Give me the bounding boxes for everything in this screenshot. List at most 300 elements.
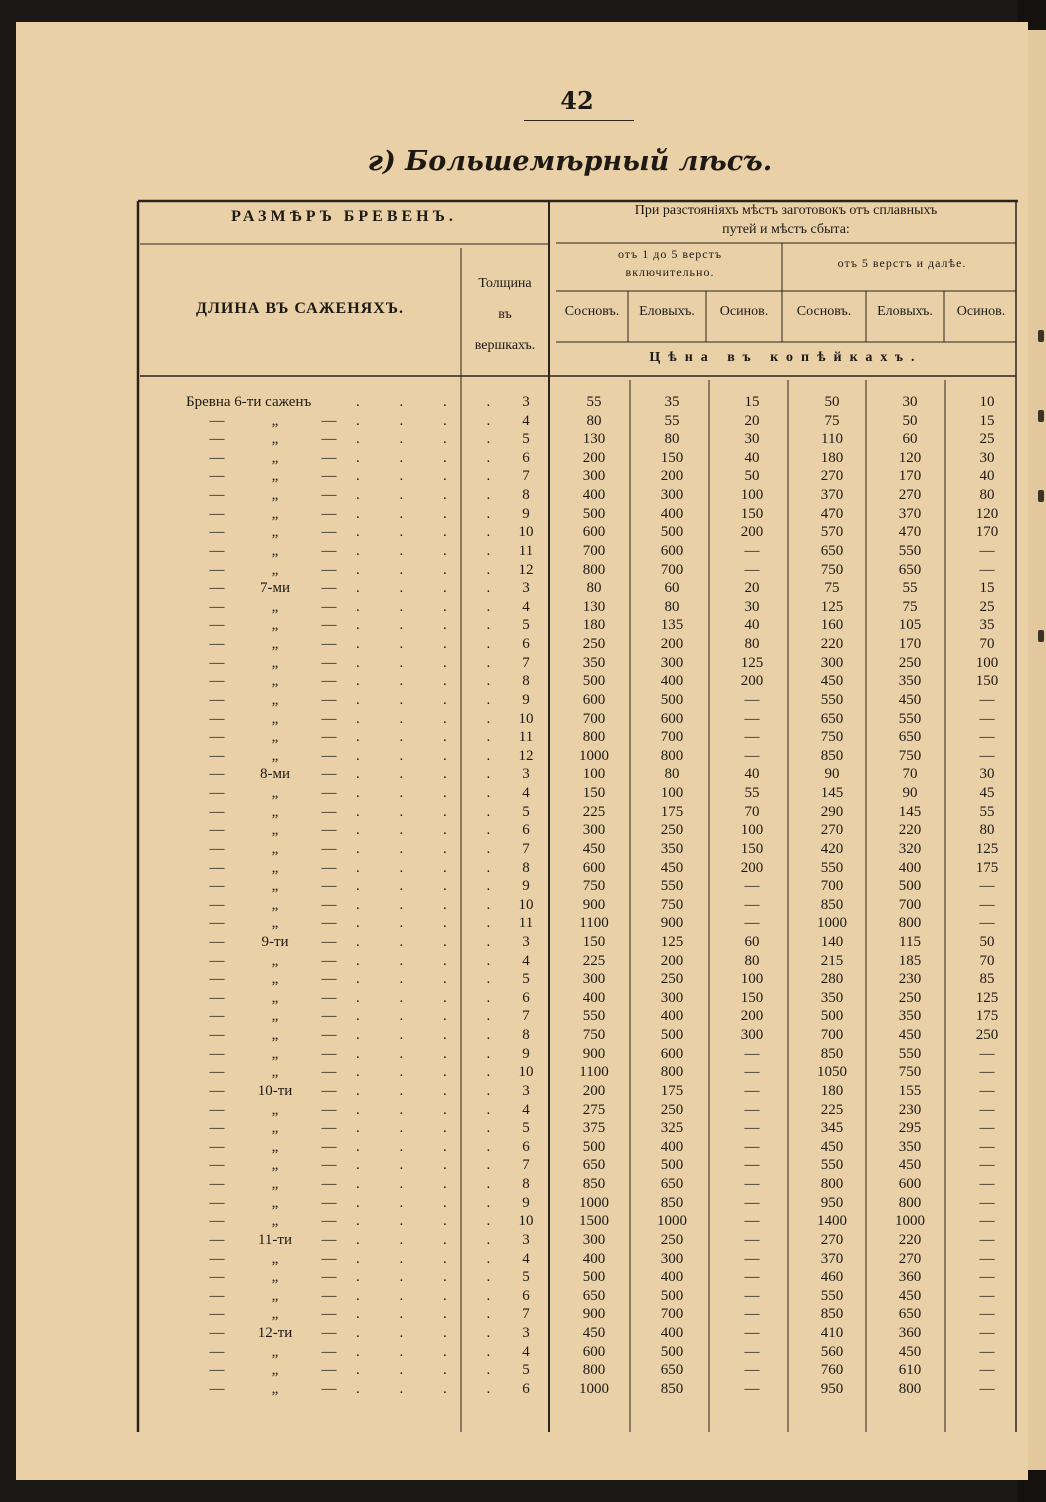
row-length-label: „ <box>271 1194 279 1211</box>
row-price: 400 <box>582 487 606 504</box>
row-price: 700 <box>582 542 606 559</box>
row-price: 300 <box>740 1027 764 1044</box>
table-row <box>0 970 1046 989</box>
row-price: 900 <box>660 915 684 932</box>
row-dash: — <box>209 971 225 988</box>
table-row <box>0 486 1046 505</box>
row-price: 145 <box>898 803 922 820</box>
row-price: 1500 <box>579 1213 609 1230</box>
row-thickness: 5 <box>522 1120 530 1137</box>
row-price: 90 <box>902 785 918 802</box>
row-price: 55 <box>902 580 918 597</box>
row-thickness: 5 <box>522 1269 530 1286</box>
row-dash: — <box>209 691 225 708</box>
header-distance-line: путей и мѣстъ сбыта: <box>722 222 850 237</box>
row-dash: — <box>321 915 337 932</box>
row-price: 760 <box>820 1362 844 1379</box>
row-thickness: 12 <box>518 561 534 578</box>
row-price: 150 <box>740 989 764 1006</box>
row-length-label: „ <box>271 1045 279 1062</box>
row-length-label: „ <box>271 431 279 448</box>
table-row <box>0 1119 1046 1138</box>
row-price: — <box>744 878 760 895</box>
row-price: — <box>979 561 995 578</box>
row-price: 500 <box>582 1269 606 1286</box>
row-dash: — <box>321 1362 337 1379</box>
row-price: — <box>979 1306 995 1323</box>
row-dash: — <box>321 598 337 615</box>
row-price: — <box>979 1380 995 1397</box>
row-price: — <box>979 1194 995 1211</box>
row-price: 750 <box>660 896 684 913</box>
table-row <box>0 952 1046 971</box>
row-price: 460 <box>820 1269 844 1286</box>
row-dash: — <box>321 1064 337 1081</box>
row-thickness: 10 <box>518 1213 534 1230</box>
row-price: — <box>744 1138 760 1155</box>
row-thickness: 6 <box>522 449 530 466</box>
row-thickness: 6 <box>522 822 530 839</box>
row-price: 1000 <box>895 1213 925 1230</box>
row-leader-dots: . . . . <box>356 636 509 653</box>
header-thickness <box>460 268 550 361</box>
row-price: — <box>744 691 760 708</box>
table-row <box>0 635 1046 654</box>
row-price: 500 <box>582 1138 606 1155</box>
row-dash: — <box>209 915 225 932</box>
row-dash: — <box>321 1194 337 1211</box>
row-dash: — <box>209 859 225 876</box>
row-thickness: 8 <box>522 673 530 690</box>
row-dash: — <box>321 933 337 950</box>
row-price: 800 <box>660 1064 684 1081</box>
row-price: 950 <box>820 1194 844 1211</box>
row-price: 700 <box>660 729 684 746</box>
row-price: 500 <box>582 505 606 522</box>
row-thickness: 8 <box>522 859 530 876</box>
table-row <box>0 728 1046 747</box>
row-price: — <box>979 1176 995 1193</box>
row-price: 20 <box>744 580 760 597</box>
row-length-label: „ <box>271 598 279 615</box>
row-price: — <box>744 1306 760 1323</box>
row-price: 400 <box>660 505 684 522</box>
row-price: 230 <box>898 1101 922 1118</box>
row-dash: — <box>209 1101 225 1118</box>
row-dash: — <box>321 691 337 708</box>
row-price: 15 <box>979 412 995 429</box>
row-thickness: 9 <box>522 1045 530 1062</box>
row-thickness: 6 <box>522 1287 530 1304</box>
header-distance-line: При разстояніяхъ мѣстъ заготовокъ отъ сплавныхъ <box>634 203 938 218</box>
row-thickness: 11 <box>518 729 534 746</box>
row-price: — <box>979 896 995 913</box>
row-price: 140 <box>820 933 844 950</box>
row-thickness: 3 <box>522 1231 530 1248</box>
row-price: 600 <box>660 710 684 727</box>
row-dash: — <box>321 542 337 559</box>
row-price: — <box>979 1157 995 1174</box>
row-price: 800 <box>582 729 606 746</box>
row-length-label: 8-ми <box>259 766 290 783</box>
row-dash: — <box>209 1176 225 1193</box>
row-leader-dots: . . . . <box>356 896 509 913</box>
row-thickness: 9 <box>522 691 530 708</box>
row-length-label: „ <box>271 710 279 727</box>
row-thickness: 4 <box>522 1101 530 1118</box>
row-price: 300 <box>820 654 844 671</box>
row-price: 350 <box>898 1138 922 1155</box>
row-dash: — <box>321 580 337 597</box>
row-length-label: „ <box>271 747 279 764</box>
row-price: — <box>744 1213 760 1230</box>
row-price: 70 <box>979 636 995 653</box>
row-price: 150 <box>740 840 764 857</box>
row-price: — <box>979 1269 995 1286</box>
row-price: 850 <box>820 1045 844 1062</box>
row-price: 1100 <box>579 915 609 932</box>
table-row <box>0 1324 1046 1343</box>
page-number: 42 <box>560 86 594 115</box>
row-price: 40 <box>744 449 760 466</box>
row-price: 360 <box>898 1269 922 1286</box>
row-leader-dots: . . . . <box>356 654 509 671</box>
row-dash: — <box>209 1231 225 1248</box>
row-length-label: „ <box>271 505 279 522</box>
row-price: 600 <box>582 691 606 708</box>
row-price: — <box>744 542 760 559</box>
row-price: 700 <box>820 1027 844 1044</box>
row-price: — <box>979 1362 995 1379</box>
row-length-label: „ <box>271 1064 279 1081</box>
row-leader-dots: . . . . <box>356 673 509 690</box>
row-price: 900 <box>582 896 606 913</box>
row-leader-dots: . . . . <box>356 822 509 839</box>
table-row <box>0 1063 1046 1082</box>
row-price: 800 <box>898 1194 922 1211</box>
row-dash: — <box>209 803 225 820</box>
row-price: — <box>744 1287 760 1304</box>
row-thickness: 12 <box>518 747 534 764</box>
row-dash: — <box>321 449 337 466</box>
row-dash: — <box>209 1269 225 1286</box>
row-length-label: „ <box>271 989 279 1006</box>
row-thickness: 3 <box>522 1082 530 1099</box>
row-dash: — <box>321 1250 337 1267</box>
row-price: 550 <box>820 859 844 876</box>
row-dash: — <box>321 487 337 504</box>
row-price: 350 <box>582 654 606 671</box>
row-thickness: 7 <box>522 840 530 857</box>
row-price: — <box>744 1120 760 1137</box>
header-distance <box>556 201 1016 239</box>
table-row <box>0 1287 1046 1306</box>
row-price: — <box>979 1287 995 1304</box>
row-price: 470 <box>820 505 844 522</box>
row-leader-dots: . . . . <box>356 1194 509 1211</box>
row-price: 1000 <box>579 1380 609 1397</box>
row-dash: — <box>321 859 337 876</box>
row-price: — <box>744 915 760 932</box>
row-price: 370 <box>820 1250 844 1267</box>
row-length-label: „ <box>271 617 279 634</box>
row-thickness: 6 <box>522 1138 530 1155</box>
row-price: 850 <box>820 1306 844 1323</box>
row-length-label: „ <box>271 1269 279 1286</box>
row-price: 150 <box>975 673 999 690</box>
row-length-label: „ <box>271 412 279 429</box>
row-leader-dots: . . . . <box>356 580 509 597</box>
row-dash: — <box>321 1008 337 1025</box>
row-dash: — <box>209 1027 225 1044</box>
row-length-label: „ <box>271 859 279 876</box>
row-leader-dots: . . . . <box>356 1064 509 1081</box>
row-dash: — <box>321 1138 337 1155</box>
row-price: 25 <box>979 431 995 448</box>
row-price: 1000 <box>579 1194 609 1211</box>
row-dash: — <box>209 1138 225 1155</box>
row-price: 125 <box>975 840 999 857</box>
row-dash: — <box>209 878 225 895</box>
row-price: 450 <box>898 1157 922 1174</box>
row-dash: — <box>209 933 225 950</box>
row-price: 100 <box>660 785 684 802</box>
row-price: 200 <box>740 673 764 690</box>
row-price: 600 <box>660 1045 684 1062</box>
row-leader-dots: . . . . <box>356 729 509 746</box>
row-price: 200 <box>582 1082 606 1099</box>
row-dash: — <box>209 598 225 615</box>
row-length-label: „ <box>271 654 279 671</box>
row-price: 30 <box>979 449 995 466</box>
row-dash: — <box>321 1045 337 1062</box>
table-row <box>0 1156 1046 1175</box>
row-price: — <box>979 878 995 895</box>
row-price: 300 <box>582 822 606 839</box>
row-length-label: 7-ми <box>259 580 290 597</box>
row-thickness: 3 <box>522 766 530 783</box>
row-price: 100 <box>740 487 764 504</box>
row-length-label: „ <box>271 468 279 485</box>
row-leader-dots: . . . . <box>356 524 509 541</box>
table-row <box>0 1268 1046 1287</box>
row-price: 345 <box>820 1120 844 1137</box>
row-length-label: 10-ти <box>257 1082 293 1099</box>
row-price: 275 <box>582 1101 606 1118</box>
row-price: 170 <box>898 636 922 653</box>
row-price: 120 <box>898 449 922 466</box>
row-price: 120 <box>975 505 999 522</box>
row-price: 270 <box>820 468 844 485</box>
row-price: 175 <box>660 1082 684 1099</box>
row-price: 650 <box>898 561 922 578</box>
row-price: — <box>744 1194 760 1211</box>
row-dash: — <box>321 636 337 653</box>
row-leader-dots: . . . . <box>356 747 509 764</box>
row-price: 175 <box>660 803 684 820</box>
row-price: 750 <box>898 1064 922 1081</box>
row-price: — <box>744 1231 760 1248</box>
table-row <box>0 1138 1046 1157</box>
row-price: 300 <box>582 1231 606 1248</box>
table-row <box>0 840 1046 859</box>
row-length-label: „ <box>271 803 279 820</box>
row-price: 400 <box>660 1325 684 1341</box>
table-row <box>0 914 1046 933</box>
row-price: 650 <box>820 542 844 559</box>
row-dash: — <box>321 1213 337 1230</box>
row-price: 750 <box>582 1027 606 1044</box>
header-thickness-line: въ <box>498 307 512 322</box>
row-price: 270 <box>820 1231 844 1248</box>
row-length-label: „ <box>271 1101 279 1118</box>
row-price: 350 <box>660 840 684 857</box>
row-leader-dots: . . . . <box>356 691 509 708</box>
row-leader-dots: . . . . <box>356 561 509 578</box>
row-price: 400 <box>660 1138 684 1155</box>
row-dash: — <box>209 896 225 913</box>
table-row <box>0 412 1046 431</box>
row-dash: — <box>209 729 225 746</box>
row-dash: — <box>321 785 337 802</box>
row-price: 600 <box>582 859 606 876</box>
row-dash: — <box>209 1362 225 1379</box>
row-price: 250 <box>975 1027 999 1044</box>
row-leader-dots: . . . . <box>356 468 509 485</box>
row-price: 60 <box>664 580 680 597</box>
row-thickness: 3 <box>522 933 530 950</box>
row-length-label: 11-ти <box>257 1231 293 1248</box>
row-price: 400 <box>582 1250 606 1267</box>
row-price: 115 <box>899 933 921 950</box>
table-row <box>0 784 1046 803</box>
row-dash: — <box>209 449 225 466</box>
row-price: 80 <box>586 412 602 429</box>
row-dash: — <box>321 1325 337 1341</box>
row-dash: — <box>209 1343 225 1360</box>
row-price: 1050 <box>817 1064 847 1081</box>
row-price: 50 <box>902 412 918 429</box>
row-thickness: 9 <box>522 878 530 895</box>
row-dash: — <box>321 1176 337 1193</box>
table-row <box>0 821 1046 840</box>
row-price: 55 <box>586 394 602 410</box>
row-thickness: 7 <box>522 654 530 671</box>
header-price: Цѣна въ копѣйкахъ. <box>649 350 923 365</box>
row-dash: — <box>321 468 337 485</box>
row-length-label: 9-ти <box>261 933 289 950</box>
row-price: — <box>744 1176 760 1193</box>
row-price: — <box>744 1064 760 1081</box>
header-range-near-line: отъ 1 до 5 верстъ <box>617 247 723 261</box>
row-thickness: 4 <box>522 412 530 429</box>
row-price: 450 <box>898 1343 922 1360</box>
row-leader-dots: . . . . <box>356 952 509 969</box>
row-price: 225 <box>582 803 606 820</box>
row-price: 400 <box>898 859 922 876</box>
row-thickness: 4 <box>522 952 530 969</box>
row-leader-dots: . . . . <box>356 1120 509 1137</box>
row-price: 70 <box>744 803 760 820</box>
row-leader-dots: . . . . <box>356 431 509 448</box>
row-price: 220 <box>898 822 922 839</box>
table-row <box>0 859 1046 878</box>
row-leader-dots: . . . . <box>356 1231 509 1248</box>
row-price: 300 <box>582 971 606 988</box>
table-row <box>0 1231 1046 1250</box>
header-species-pine-far: Сосновъ. <box>796 304 852 319</box>
row-dash: — <box>321 1101 337 1118</box>
row-price: 160 <box>820 617 844 634</box>
row-leader-dots: . . . . <box>356 505 509 522</box>
row-dash: — <box>209 1250 225 1267</box>
row-leader-dots: . . . . <box>356 394 509 410</box>
row-dash: — <box>209 1082 225 1099</box>
row-thickness: 3 <box>522 1325 530 1341</box>
row-price: — <box>744 1325 760 1341</box>
row-thickness: 4 <box>522 785 530 802</box>
row-leader-dots: . . . . <box>356 1101 509 1118</box>
row-length-label: „ <box>271 878 279 895</box>
row-price: — <box>744 729 760 746</box>
row-leader-dots: . . . . <box>356 1325 509 1341</box>
row-leader-dots: . . . . <box>356 1343 509 1360</box>
row-dash: — <box>209 505 225 522</box>
row-thickness: 10 <box>518 710 534 727</box>
row-price: 150 <box>582 933 606 950</box>
table-row <box>0 1380 1046 1399</box>
row-price: 200 <box>740 524 764 541</box>
row-leader-dots: . . . . <box>356 617 509 634</box>
row-dash: — <box>321 989 337 1006</box>
table-row <box>0 710 1046 729</box>
table-row <box>0 616 1046 635</box>
row-price: 650 <box>820 710 844 727</box>
row-price: 125 <box>975 989 999 1006</box>
row-length-label: „ <box>271 896 279 913</box>
row-dash: — <box>209 747 225 764</box>
header-species-spruce-near: Еловыхъ. <box>639 304 695 319</box>
row-length-label: „ <box>271 1213 279 1230</box>
row-leader-dots: . . . . <box>356 412 509 429</box>
table-row <box>0 542 1046 561</box>
row-price: 450 <box>820 1138 844 1155</box>
row-price: 700 <box>582 710 606 727</box>
row-thickness: 7 <box>522 1008 530 1025</box>
row-price: 1100 <box>579 1064 609 1081</box>
row-price: 60 <box>902 431 918 448</box>
row-price: 450 <box>582 1325 606 1341</box>
row-dash: — <box>321 617 337 634</box>
row-price: — <box>979 747 995 764</box>
row-price: 500 <box>660 1027 684 1044</box>
row-dash: — <box>321 1231 337 1248</box>
row-price: — <box>979 1120 995 1137</box>
table-row <box>0 654 1046 673</box>
row-price: 70 <box>902 766 918 783</box>
row-price: 35 <box>664 394 680 410</box>
row-length-label: 12-ти <box>257 1325 293 1341</box>
row-price: 180 <box>582 617 606 634</box>
row-dash: — <box>209 766 225 783</box>
row-price: 55 <box>979 803 995 820</box>
row-leader-dots: . . . . <box>356 1380 509 1397</box>
row-price: 300 <box>660 1250 684 1267</box>
row-price: 950 <box>820 1380 844 1397</box>
row-price: 280 <box>820 971 844 988</box>
row-price: 400 <box>660 1269 684 1286</box>
header-range-near <box>560 245 780 281</box>
